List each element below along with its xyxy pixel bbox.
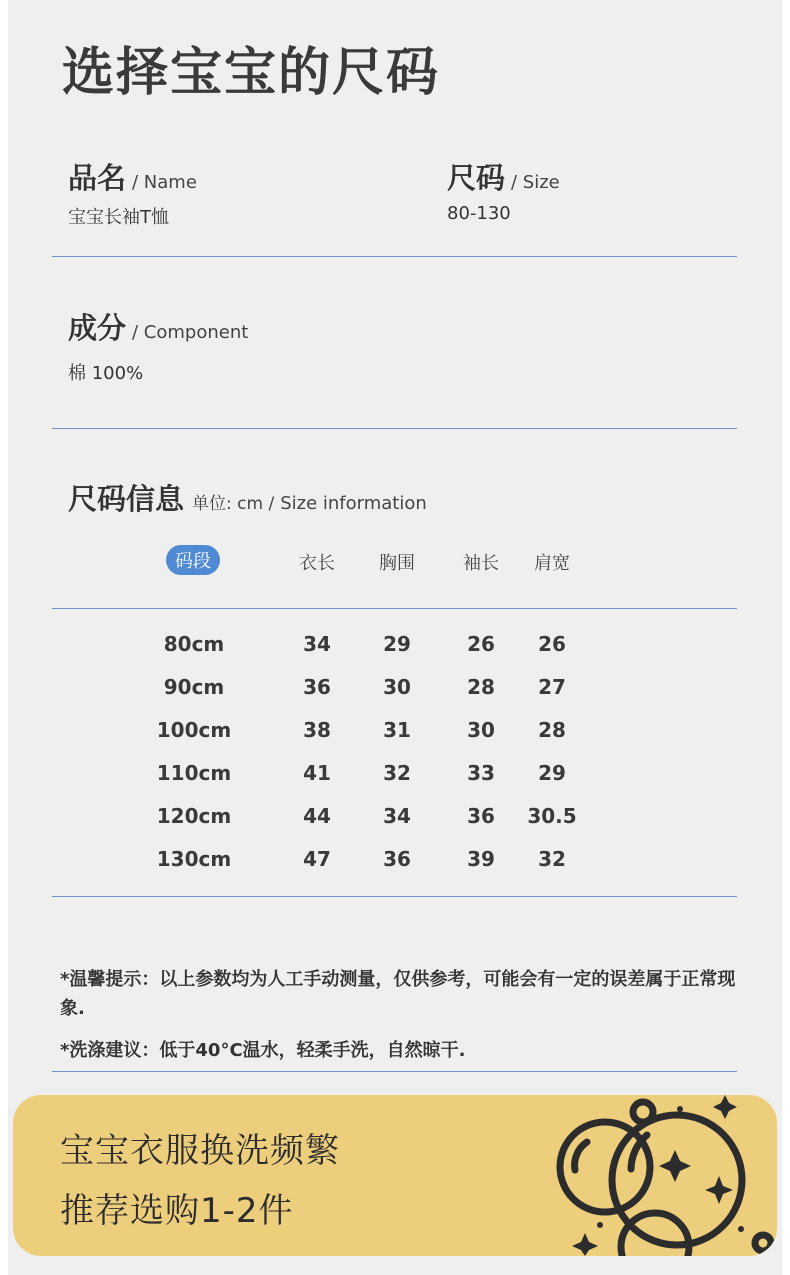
divider (52, 608, 737, 609)
table-cell: 36 (467, 804, 495, 828)
care-tip-note: *温馨提示：以上参数均为人工手动测量，仅供参考，可能会有一定的误差属于正常现象. (60, 969, 736, 1019)
chest-column-header: 胸围 (379, 553, 415, 574)
size-table (8, 632, 782, 890)
size-info-label-en: Size information (280, 493, 427, 514)
table-cell: 30.5 (527, 804, 577, 828)
table-cell: 44 (303, 804, 331, 828)
table-cell: 34 (303, 632, 331, 656)
size-info-header (68, 477, 427, 518)
name-value: 宝宝长袖T恤 (68, 207, 169, 228)
recommend-banner (13, 1095, 777, 1256)
table-cell: 26 (467, 632, 495, 656)
table-cell: 31 (383, 718, 411, 742)
banner-line-2: 推荐选购1-2件 (60, 1191, 294, 1231)
table-row (8, 761, 782, 804)
size-info-unit: 单位: cm / (192, 494, 275, 514)
table-cell: 36 (303, 675, 331, 699)
size-label-en: / Size (511, 172, 560, 193)
sleeve-column-header: 袖长 (463, 553, 499, 574)
table-cell: 90cm (163, 675, 225, 699)
banner-line-1: 宝宝衣服换洗频繁 (60, 1131, 340, 1171)
component-value: 棉 100% (68, 363, 144, 384)
table-cell: 34 (383, 804, 411, 828)
table-row (8, 804, 782, 847)
divider (52, 428, 737, 429)
table-cell: 33 (467, 761, 495, 785)
table-cell: 26 (538, 632, 566, 656)
table-cell: 36 (383, 847, 411, 871)
table-cell: 32 (383, 761, 411, 785)
table-row (8, 632, 782, 675)
table-cell: 29 (538, 761, 566, 785)
table-row (8, 847, 782, 890)
bubbles-icon (527, 1095, 777, 1256)
table-cell: 27 (538, 675, 566, 699)
size-field-header (447, 156, 560, 197)
size-value: 80-130 (447, 203, 511, 224)
table-cell: 39 (467, 847, 495, 871)
component-field-header (68, 306, 248, 347)
table-cell: 120cm (156, 804, 232, 828)
length-column-header: 衣长 (299, 553, 335, 574)
shoulder-column-header: 肩宽 (534, 553, 570, 574)
size-range-column-header: 码段 (166, 545, 220, 575)
table-cell: 130cm (156, 847, 232, 871)
name-label: 品名 (68, 161, 127, 195)
wash-advice-note: *洗涤建议：低于40°C温水，轻柔手洗，自然晾干. (60, 1040, 466, 1061)
name-field-header (68, 156, 197, 197)
component-label: 成分 (68, 311, 127, 345)
page-title: 选择宝宝的尺码 (62, 43, 441, 103)
size-guide-page (8, 0, 782, 1275)
divider (52, 896, 737, 897)
divider (52, 1071, 737, 1072)
table-row (8, 718, 782, 761)
name-label-en: / Name (132, 172, 197, 193)
table-cell: 32 (538, 847, 566, 871)
size-label: 尺码 (447, 161, 506, 195)
table-cell: 80cm (163, 632, 225, 656)
table-cell: 28 (538, 718, 566, 742)
size-info-label: 尺码信息 (68, 482, 185, 516)
table-cell: 100cm (156, 718, 232, 742)
table-row (8, 675, 782, 718)
table-cell: 110cm (156, 761, 232, 785)
component-label-en: / Component (132, 322, 249, 343)
divider (52, 256, 737, 257)
table-cell: 30 (467, 718, 495, 742)
table-cell: 29 (383, 632, 411, 656)
table-cell: 28 (467, 675, 495, 699)
table-cell: 41 (303, 761, 331, 785)
table-cell: 47 (303, 847, 331, 871)
table-cell: 30 (383, 675, 411, 699)
table-cell: 38 (303, 718, 331, 742)
